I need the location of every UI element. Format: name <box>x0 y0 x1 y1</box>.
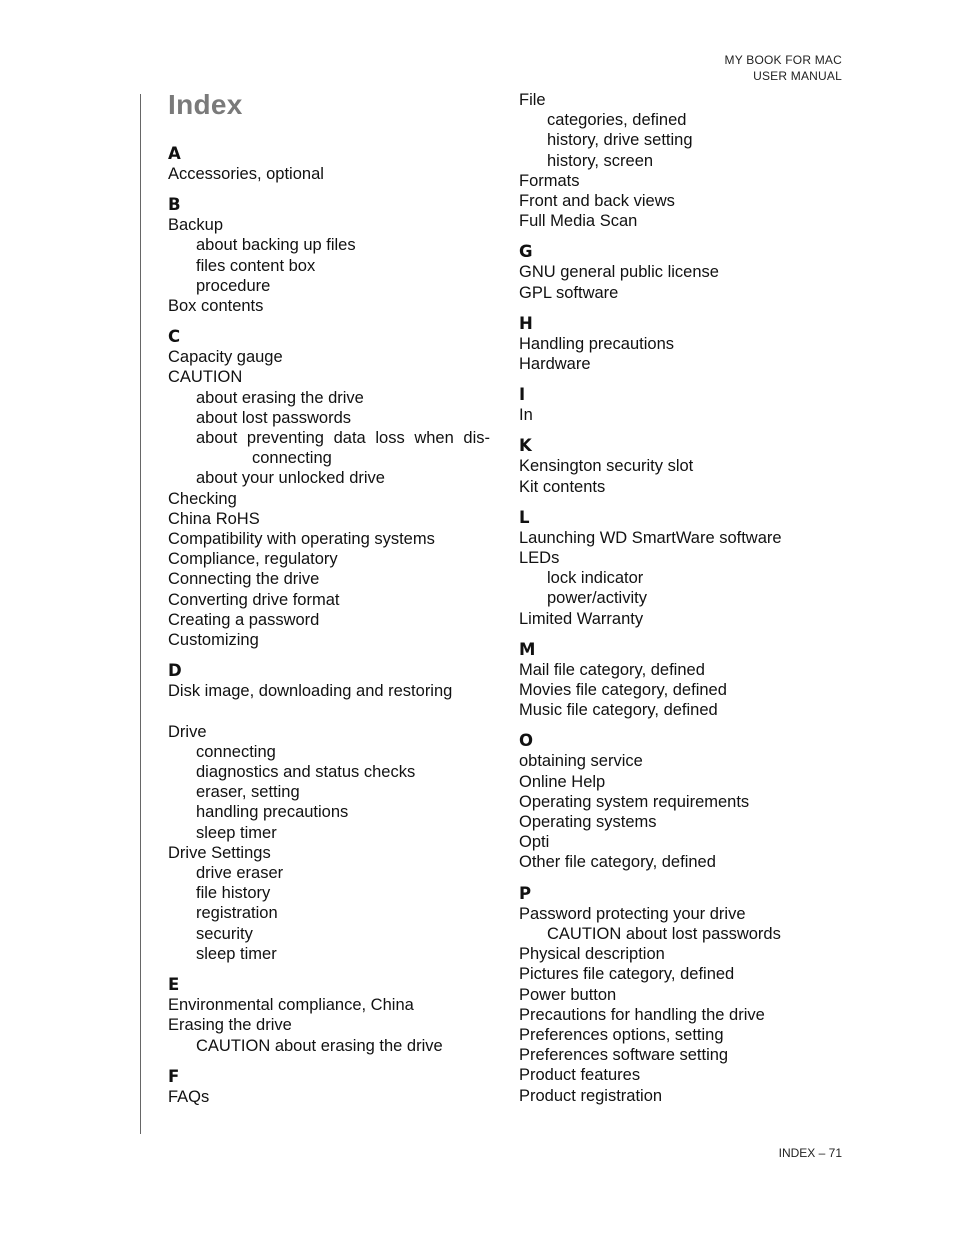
index-entry: Handling precautions <box>519 334 675 353</box>
index-subentry: connecting <box>196 742 276 761</box>
index-entry: Drive <box>168 722 207 741</box>
index-entry: Preferences options, setting <box>519 1025 724 1044</box>
margin-rule <box>140 94 141 1134</box>
index-entry: Kensington security slot <box>519 457 694 476</box>
index-entry: Compliance, regulatory <box>168 550 338 569</box>
index-subentry: sleep timer <box>196 823 277 842</box>
index-entry: Accessories, optional <box>168 165 324 183</box>
index-entry: FAQs <box>168 1087 210 1106</box>
index-entry: Connecting the drive <box>168 570 320 589</box>
index-entry: In <box>519 406 533 425</box>
index-entry: LEDs <box>519 549 560 568</box>
index-subentry: drive eraser <box>196 864 284 883</box>
index-subentry-continued: connecting <box>252 449 332 468</box>
index-entry: Disk image, downloading and restoring <box>168 682 453 701</box>
section-letter: P <box>519 883 532 903</box>
index-entry: Other file category, defined <box>519 853 716 872</box>
index-subentry: about your unlocked drive <box>196 469 385 488</box>
index-section-h <box>519 314 839 374</box>
index-subentry: procedure <box>196 276 271 295</box>
index-entry: Backup <box>168 216 224 235</box>
section-letter: O <box>519 731 534 751</box>
index-entry: File <box>519 91 546 109</box>
index-entry: Power button <box>519 985 617 1004</box>
section-letter: B <box>168 195 181 215</box>
section-letter: G <box>519 242 533 262</box>
index-entry: Front and back views <box>519 192 675 211</box>
index-entry: Precautions for handling the drive <box>519 1005 765 1024</box>
index-subentry: history, screen <box>547 151 654 170</box>
index-section-m <box>519 640 839 721</box>
page-footer: INDEX – 71 <box>778 1146 842 1160</box>
index-subentry: sleep timer <box>196 944 277 963</box>
section-letter: E <box>168 975 180 995</box>
index-entry: Formats <box>519 171 580 190</box>
index-entry: Movies file category, defined <box>519 681 727 700</box>
index-entry: Capacity gauge <box>168 348 283 367</box>
index-entry: Preferences software setting <box>519 1046 729 1065</box>
index-section-f-continued <box>519 90 839 231</box>
index-entry: Environmental compliance, China <box>168 996 414 1015</box>
index-entry: Full Media Scan <box>519 212 638 231</box>
index-subentry: eraser, setting <box>196 783 300 802</box>
index-section-o <box>519 731 839 872</box>
index-column-left <box>168 89 490 1107</box>
index-subentry: history, drive setting <box>547 131 693 150</box>
index-entry: Operating system requirements <box>519 792 750 811</box>
index-entry: Converting drive format <box>168 590 340 609</box>
index-section-f <box>168 1067 490 1107</box>
header-manual-title: USER MANUAL <box>753 69 842 83</box>
index-subentry: files content box <box>196 256 316 275</box>
index-subentry: categories, defined <box>547 111 687 130</box>
index-entry: Limited Warranty <box>519 609 644 628</box>
index-entry: Checking <box>168 489 237 508</box>
index-entry: Kit contents <box>519 477 606 496</box>
index-entry: Opti <box>519 833 550 852</box>
index-section-e <box>168 975 490 1056</box>
section-letter: D <box>168 661 182 681</box>
section-letter: K <box>519 436 532 456</box>
index-entry: Compatibility with operating systems <box>168 530 435 549</box>
index-subentry: about erasing the drive <box>196 388 364 407</box>
index-section-a <box>168 144 490 184</box>
index-column-right <box>519 90 839 1106</box>
index-entry: Customizing <box>168 631 259 650</box>
index-entry: Product registration <box>519 1086 663 1105</box>
index-entry: China RoHS <box>168 509 260 528</box>
running-header <box>725 52 842 84</box>
page-title: Index <box>168 89 243 120</box>
index-entry: Launching WD SmartWare software <box>519 528 782 547</box>
section-letter: I <box>519 385 526 405</box>
index-subentry: lock indicator <box>547 569 644 588</box>
index-entry: Erasing the drive <box>168 1016 292 1035</box>
index-section-k <box>519 436 839 496</box>
index-subentry: power/activity <box>547 589 647 608</box>
header-product-title: MY BOOK FOR MAC <box>724 53 842 67</box>
index-entry: Box contents <box>168 297 264 316</box>
section-letter: A <box>168 144 181 163</box>
index-section-l <box>519 508 839 629</box>
index-entry: obtaining service <box>519 752 643 771</box>
index-section-d <box>168 661 490 964</box>
index-entry: Music file category, defined <box>519 701 718 720</box>
section-letter: C <box>168 327 181 347</box>
index-subentry: handling precautions <box>196 803 349 822</box>
index-subentry: registration <box>196 904 278 923</box>
index-section-i <box>519 385 839 425</box>
index-entry: GNU general public license <box>519 263 719 282</box>
index-section-p <box>519 884 839 1106</box>
section-letter: M <box>519 639 536 659</box>
index-subentry: CAUTION about lost passwords <box>547 924 781 943</box>
index-section-c <box>168 327 490 650</box>
index-subentry: file history <box>196 884 271 903</box>
index-entry: Creating a password <box>168 610 320 629</box>
index-subentry: CAUTION about erasing the drive <box>196 1036 443 1055</box>
index-entry: GPL software <box>519 283 619 302</box>
index-subentry: diagnostics and status checks <box>196 763 416 782</box>
blank-line <box>168 701 490 721</box>
index-subentry: about backing up files <box>196 236 356 255</box>
index-subentry: about preventing data loss when dis- <box>196 429 490 448</box>
index-entry: Mail file category, defined <box>519 660 705 679</box>
section-letter: H <box>519 313 533 333</box>
index-section-b <box>168 195 490 316</box>
index-entry: Password protecting your drive <box>519 904 746 923</box>
index-entry: Product features <box>519 1066 641 1085</box>
index-entry: CAUTION <box>168 368 243 387</box>
index-subentry: about lost passwords <box>196 408 352 427</box>
index-entry: Physical description <box>519 945 665 964</box>
index-entry: Online Help <box>519 772 606 791</box>
index-entry: Hardware <box>519 355 591 374</box>
index-entry: Drive Settings <box>168 843 271 862</box>
section-letter: F <box>168 1066 180 1086</box>
index-entry: Operating systems <box>519 813 657 832</box>
index-section-g <box>519 242 839 302</box>
index-subentry: security <box>196 924 253 943</box>
section-letter: L <box>519 507 530 527</box>
index-entry: Pictures file category, defined <box>519 965 735 984</box>
